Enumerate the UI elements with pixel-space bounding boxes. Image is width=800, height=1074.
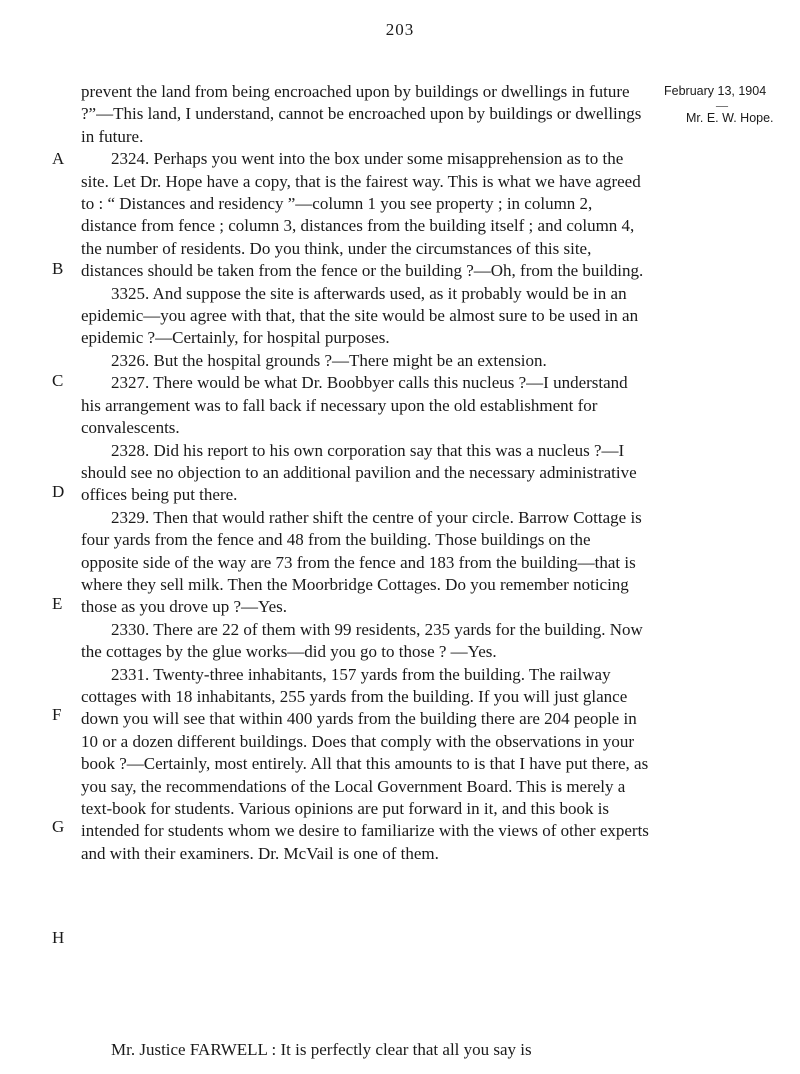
- paragraph-2327: 2327. There would be what Dr. Boobbyer calls this nucleus ?—I understand his arrangement was to fall back if necessary upon the old establishment for convalescents.: [81, 373, 628, 438]
- paragraph-2331: 2331. Twenty-three inhabitants, 157 yards from the building. The railway cottages with 18 inhabitants, 255 yards from the building. If you will just glance down you will see that within 400 yards from the building there are 204 people in 10 or a dozen different buildings. Does that comply with the observations in your book ?—Certainly, most entirely. All that this amounts to is that I have put there, as you say, the recommendations of the Local Government Board. This is merely a text-book for students. Various opinions are put forward in it, and this book is intended for students whom we desire to familiarize with the views of other experts and with their examiners. Dr. McVail is one of them.: [81, 664, 649, 863]
- margin-letter-a: A: [52, 149, 65, 168]
- paragraph-3325: 3325. And suppose the site is afterwards used, as it probably would be in an epidemic—you agree with that, that the site would be almost sure to be used in an epidemic ?—Certainly, for hospital purposes.: [81, 283, 639, 348]
- paragraph-2328: 2328. Did his report to his own corporation say that this was a nucleus ?—I should see no objection to an additional pavilion and the necessary administrative offices being put there.: [81, 440, 637, 505]
- margin-letter-e: E: [52, 594, 63, 613]
- closing-line: Mr. Justice FARWELL : It is perfectly clear that all you say is: [111, 1040, 532, 1059]
- margin-letter-h: H: [52, 928, 65, 947]
- paragraph-2324: 2324. Perhaps you went into the box under some misapprehension as to the site. Let Dr. Hope have a copy, that is the fairest way. This is what we have agreed to : “ Distances and residency ”—column 1 you see property ; in column 2, distance from fence ; column 3, distances from the building itself ; and column 4, the number of residents. Do you think, under the circumstances of this site, distances should be taken from the fence or the building ?—Oh, from the building.: [81, 149, 644, 281]
- side-note-date: February 13, 1904: [664, 84, 767, 98]
- page-number: 203: [385, 20, 415, 39]
- body-text: [81, 81, 651, 865]
- margin-letter-g: G: [52, 817, 65, 836]
- margin-letter-b: B: [52, 259, 64, 278]
- paragraph-2329: 2329. Then that would rather shift the centre of your circle. Barrow Cottage is four yards from the fence and 48 from the building. Those buildings on the opposite side of the way are 73 from the fence and 183 from the building—that is where they sell milk. Then the Moorbridge Cottages. Do you remember noticing those as you drove up ?—Yes.: [81, 507, 642, 617]
- paragraph-continued: prevent the land from being encroached upon by buildings or dwellings in future ?”—This land, I understand, cannot be encroached upon by buildings or dwellings in future.: [81, 82, 642, 146]
- side-note-dash: —: [716, 98, 728, 112]
- paragraph-2326: 2326. But the hospital grounds ?—There might be an extension.: [111, 350, 547, 370]
- margin-letter-f: F: [52, 705, 62, 724]
- paragraph-2330: 2330. There are 22 of them with 99 residents, 235 yards for the building. Now the cottages by the glue works—did you go to those ? —Yes.: [81, 619, 643, 662]
- side-note-witness: Mr. E. W. Hope.: [686, 111, 774, 125]
- margin-letter-c: C: [52, 371, 64, 390]
- margin-letter-d: D: [52, 482, 65, 501]
